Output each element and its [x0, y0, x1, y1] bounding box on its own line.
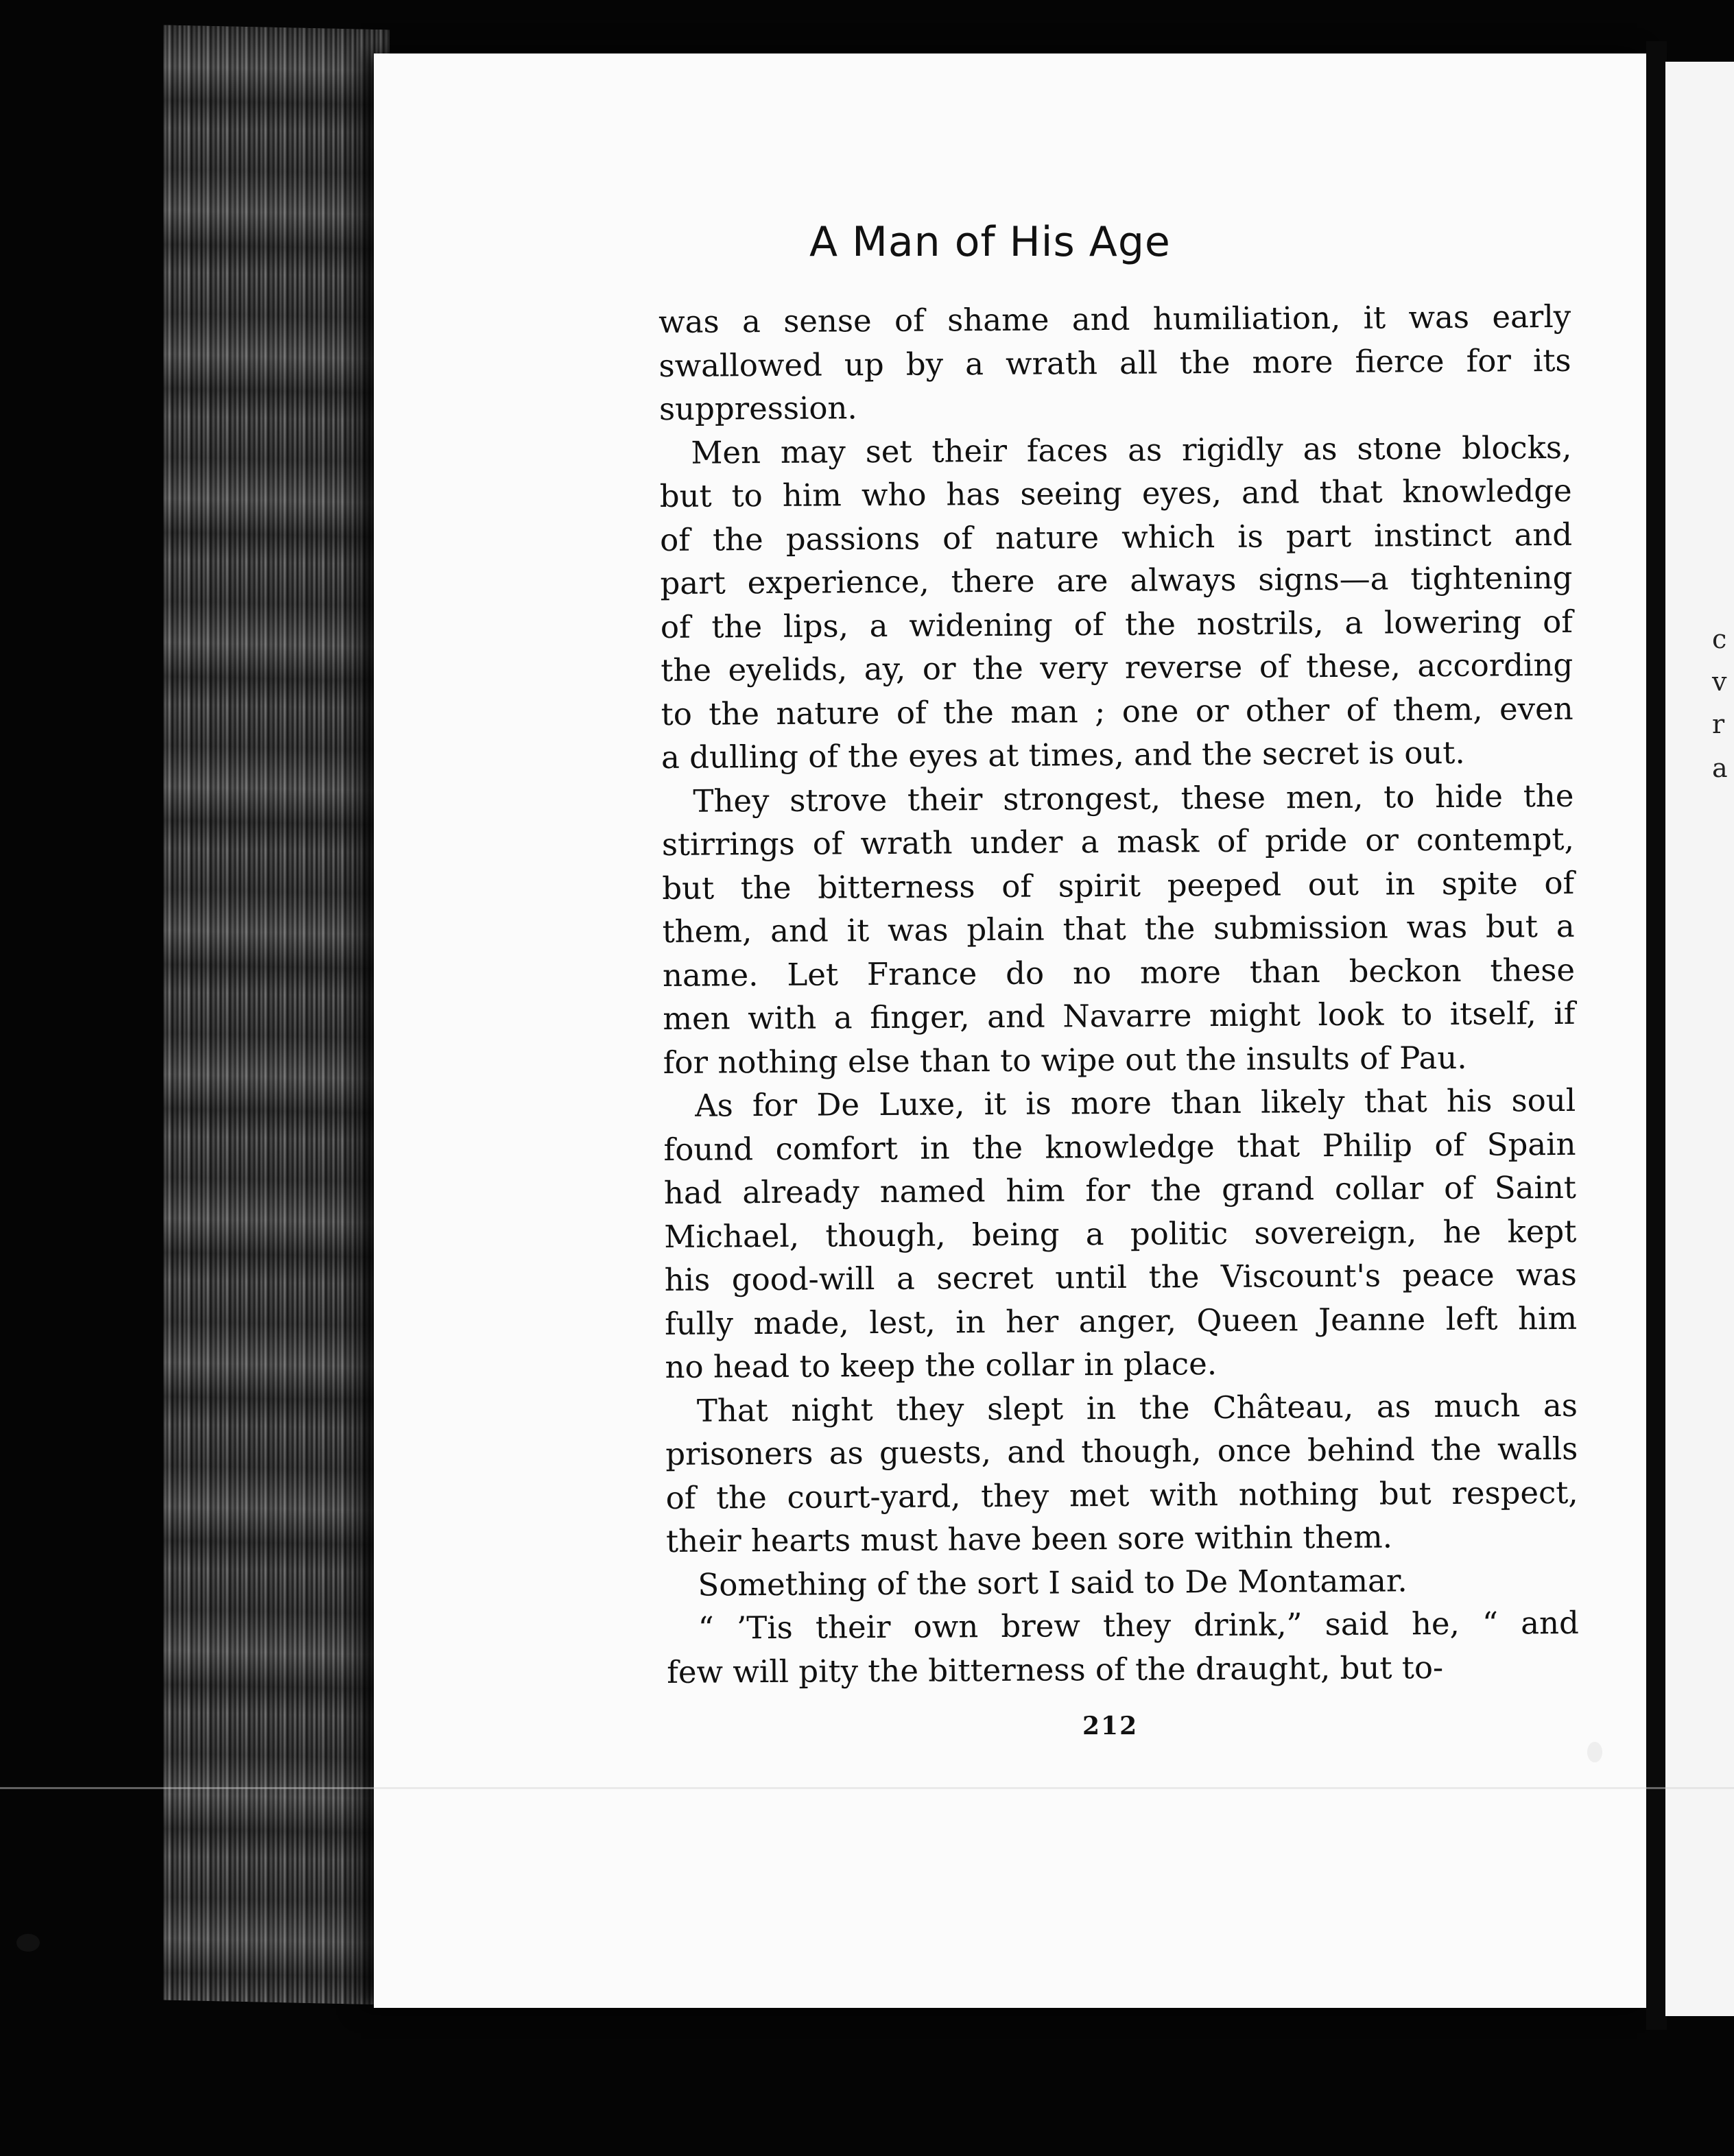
text-line: stirrings of wrath under a mask of pride or contempt,: [661, 820, 1574, 863]
text-line: “ ’Tis their own brew they drink,” said he, “ and: [698, 1604, 1579, 1646]
text-line: men with a finger, and Navarre might look to itself, if: [663, 994, 1576, 1037]
text-line: them, and it was plain that the submission was but a: [662, 907, 1575, 950]
text-line: Men may set their faces as rigidly as stone blocks,: [691, 429, 1572, 471]
body-text: [658, 295, 1579, 1694]
text-line: but to him who has seeing eyes, and that knowledge: [659, 472, 1572, 514]
text-line: for nothing else than to wipe out the insults of Pau.: [663, 1039, 1467, 1081]
text-line: As for De Luxe, it is more than likely that his soul: [695, 1081, 1576, 1124]
adjacent-page: [1665, 62, 1734, 2016]
page-number: 212: [1082, 1712, 1139, 1740]
adjacent-page-fragment: c: [1712, 624, 1727, 654]
text-line: name. Let France do no more than beckon these: [662, 951, 1576, 994]
text-line: his good-will a secret until the Viscount's peace was: [664, 1256, 1577, 1298]
text-line: few will pity the bitterness of the draught, but to-: [667, 1649, 1444, 1690]
text-line: part experience, there are always signs—a tightening: [660, 559, 1573, 601]
text-line: no head to keep the collar in place.: [665, 1345, 1218, 1385]
scan-artifact-line: [0, 1787, 1734, 1789]
text-line: but the bitterness of spirit peeped out in spite of: [662, 864, 1575, 907]
text-line: found comfort in the knowledge that Philip of Spain: [663, 1125, 1576, 1168]
text-line: prisoners as guests, and though, once behind the walls: [665, 1430, 1578, 1472]
text-line: Michael, though, being a politic sovereign, he kept: [664, 1212, 1577, 1255]
scan-speck: [1587, 1742, 1602, 1762]
text-line: their hearts must have been sore within them.: [665, 1518, 1393, 1559]
text-line: Something of the sort I said to De Montamar.: [698, 1561, 1408, 1603]
adjacent-page-fragment: r: [1712, 709, 1725, 739]
text-line: to the nature of the man ; one or other of them, even: [661, 690, 1573, 732]
text-line: the eyelids, ay, or the very reverse of these, according: [661, 646, 1573, 688]
book-gutter: [1646, 41, 1667, 2030]
text-line: had already named him for the grand collar of Saint: [663, 1169, 1577, 1211]
text-line: That night they slept in the Château, as much as: [696, 1387, 1578, 1429]
adjacent-page-fragment: a: [1712, 753, 1728, 783]
text-line: was a sense of shame and humiliation, it was early: [658, 298, 1571, 340]
text-line: They strove their strongest, these men, to hide the: [693, 777, 1574, 819]
text-line: suppression.: [658, 390, 857, 427]
text-line: of the passions of nature which is part instinct and: [659, 516, 1573, 558]
text-line: a dulling of the eyes at times, and the secret is out.: [661, 734, 1465, 776]
text-line: fully made, lest, in her anger, Queen Jeanne left him: [664, 1299, 1578, 1342]
book-page-edges: [163, 25, 390, 2005]
scan-speck: [16, 1934, 40, 1952]
text-line: of the court-yard, they met with nothing but respect,: [665, 1474, 1578, 1516]
text-line: of the lips, a widening of the nostrils, a lowering of: [660, 603, 1573, 645]
adjacent-page-fragment: v: [1712, 667, 1727, 697]
running-head: A Man of His Age: [809, 218, 1171, 266]
text-line: swallowed up by a wrath all the more fierce for its: [658, 342, 1571, 384]
